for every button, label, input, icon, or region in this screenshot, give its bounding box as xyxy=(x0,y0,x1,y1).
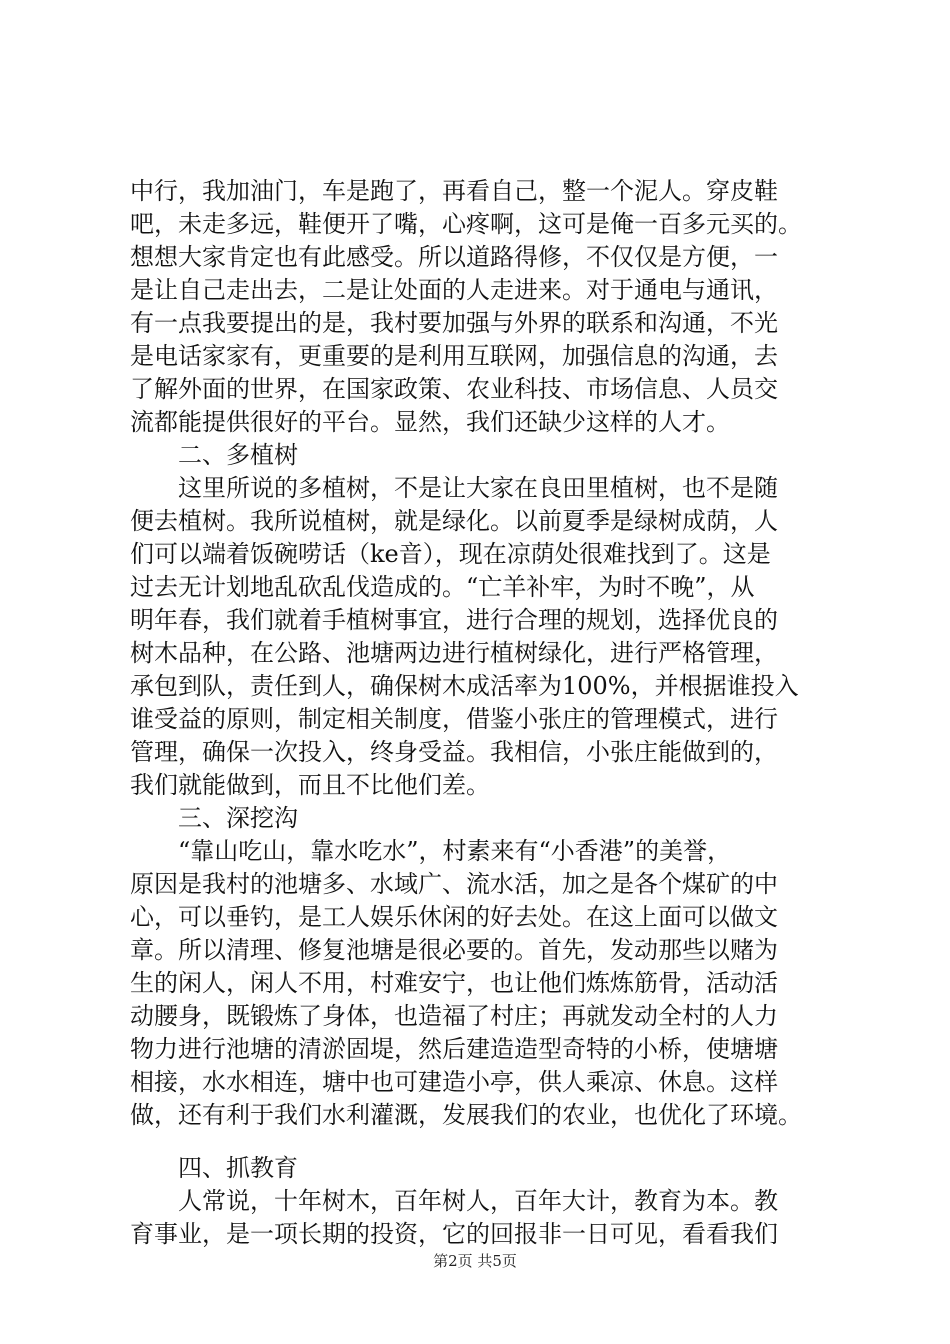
text-line: 想想大家肯定也有此感受。所以道路得修，不仅仅是方便，一 xyxy=(130,243,778,271)
text-line: 吧，未走多远，鞋便开了嘴，心疼啊，这可是俺一百多元买的。 xyxy=(130,210,802,238)
text-line: 树木品种，在公路、池塘两边进行植树绿化，进行严格管理， xyxy=(130,639,778,667)
text-line: 动腰身，既锻炼了身体，也造福了村庄；再就发动全村的人力 xyxy=(130,1002,778,1030)
text-line: 章。所以清理、修复池塘是很必要的。首先，发动那些以赌为 xyxy=(130,936,778,964)
text-line: 是电话家家有，更重要的是利用互联网，加强信息的沟通，去 xyxy=(130,342,778,370)
text-line: 中行，我加油门，车是跑了，再看自己，整一个泥人。穿皮鞋 xyxy=(130,177,778,205)
text-line: 有一点我要提出的是，我村要加强与外界的联系和沟通，不光 xyxy=(130,309,778,337)
text-line: 相接，水水相连，塘中也可建造小亭，供人乘凉、休息。这样 xyxy=(130,1068,778,1096)
section-heading: 四、抓教育 xyxy=(130,1154,298,1182)
text-line: 原因是我村的池塘多、水域广、流水活，加之是各个煤矿的中 xyxy=(130,870,778,898)
text-line: 做，还有利于我们水利灌溉，发展我们的农业，也优化了环境。 xyxy=(130,1101,802,1129)
text-line: 谁受益的原则，制定相关制度，借鉴小张庄的管理模式，进行 xyxy=(130,705,778,733)
section-heading: 三、深挖沟 xyxy=(130,804,298,832)
text-line: 管理，确保一次投入，终身受益。我相信，小张庄能做到的， xyxy=(130,738,778,766)
text-line: “靠山吃山，靠水吃水”，村素来有“小香港”的美誉， xyxy=(130,837,732,865)
text-line: 承包到队，责任到人，确保树木成活率为100%，并根据谁投入 xyxy=(130,672,799,700)
text-line: 们可以端着饭碗唠话（ke音），现在凉荫处很难找到了。这是 xyxy=(130,540,771,568)
text-line: 了解外面的世界，在国家政策、农业科技、市场信息、人员交 xyxy=(130,375,778,403)
document-body xyxy=(130,175,850,1251)
text-line: 我们就能做到，而且不比他们差。 xyxy=(130,771,490,799)
paragraph-gap xyxy=(130,1132,850,1152)
text-line: 物力进行池塘的清淤固堤，然后建造造型奇特的小桥，使塘塘 xyxy=(130,1035,778,1063)
page-footer: 第2页 共5页 xyxy=(433,1252,517,1270)
text-line: 过去无计划地乱砍乱伐造成的。“亡羊补牢，为时不晚”，从 xyxy=(130,573,755,601)
text-line: 便去植树。我所说植树，就是绿化。以前夏季是绿树成荫，人 xyxy=(130,507,778,535)
text-line: 这里所说的多植树，不是让大家在良田里植树，也不是随 xyxy=(130,474,778,502)
section-heading: 二、多植树 xyxy=(130,441,298,469)
text-line: 育事业，是一项长期的投资，它的回报非一日可见，看看我们 xyxy=(130,1220,778,1248)
text-line: 心，可以垂钓，是工人娱乐休闲的好去处。在这上面可以做文 xyxy=(130,903,778,931)
text-line: 明年春，我们就着手植树事宜，进行合理的规划，选择优良的 xyxy=(130,606,778,634)
text-line: 是让自己走出去，二是让处面的人走进来。对于通电与通讯， xyxy=(130,276,778,304)
text-line: 流都能提供很好的平台。显然，我们还缺少这样的人才。 xyxy=(130,408,730,436)
text-line: 人常说，十年树木，百年树人，百年大计，教育为本。教 xyxy=(130,1187,778,1215)
text-line: 生的闲人，闲人不用，村难安宁，也让他们炼炼筋骨，活动活 xyxy=(130,969,778,997)
